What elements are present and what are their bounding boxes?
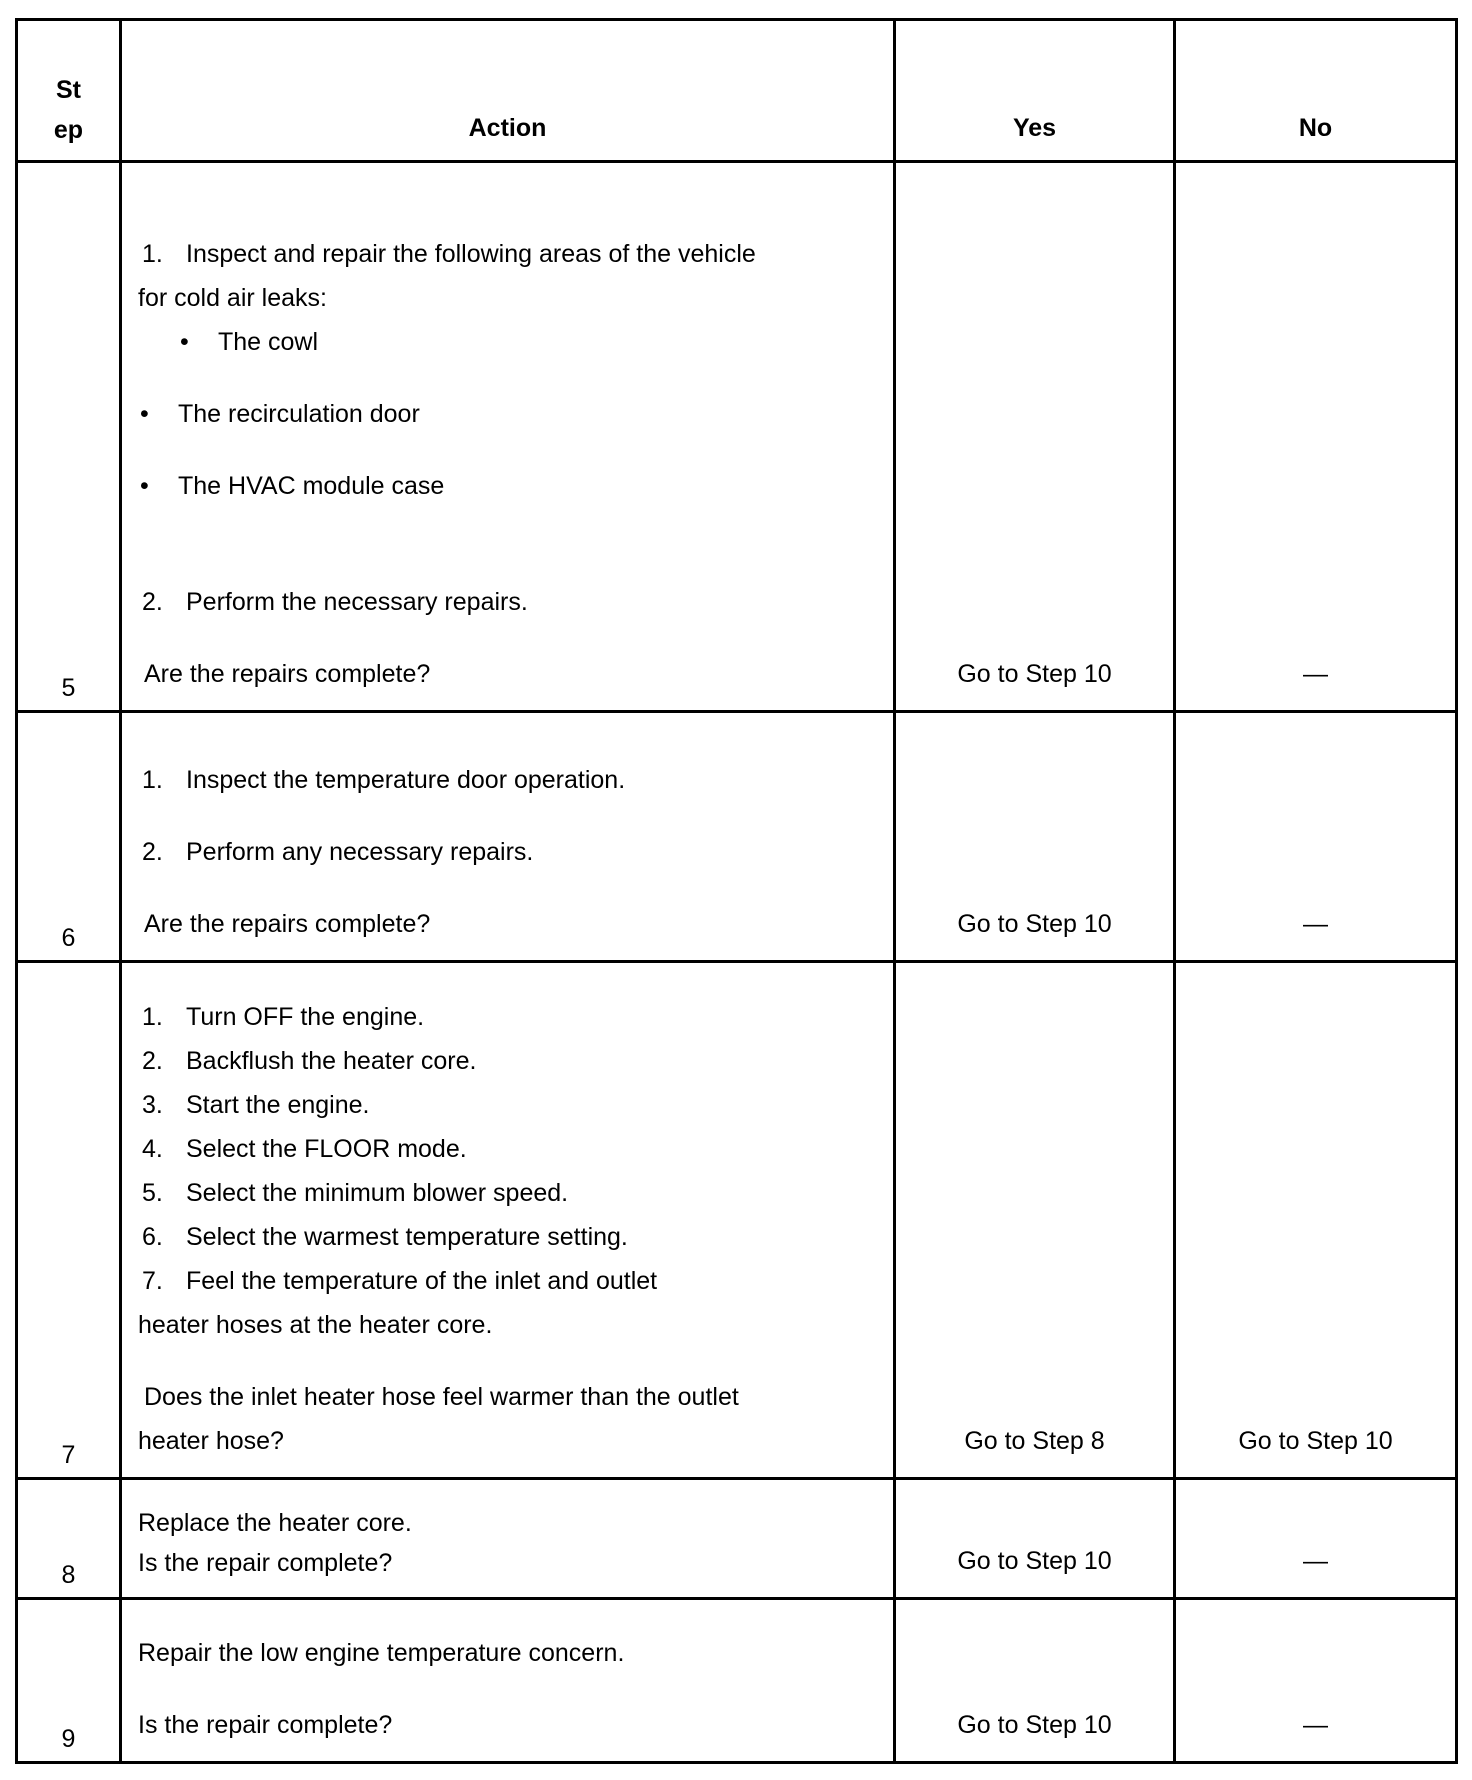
question-continued: heater hose? [138,1427,284,1455]
action-cell: Repair the low engine temperature concern. Is the repair complete? [121,1599,895,1763]
action-cell: 1. Turn OFF the engine. 2. Backflush the heater core. 3. Start the engine. 4. Select the FLOOR mode. 5. Select the minimum blower speed. 6. Select the warmest temperature setting. 7. Feel the temperature of the inlet and outlet heater hoses at the heater core. Does the inlet heater hose feel warmer than the outlet heater hose? [121,962,895,1479]
no-cell: Go to Step 10 [1175,962,1457,1479]
question: Is the repair complete? [138,1549,393,1577]
question: Does the inlet heater hose feel warmer than the outlet [144,1383,739,1411]
step-number: 7 [17,962,121,1479]
action-column-header: Action [121,20,895,162]
yes-cell: Go to Step 10 [895,162,1175,712]
table-row-step-6 [17,712,1457,962]
no-cell: — [1175,1599,1457,1763]
yes-cell: Go to Step 10 [895,712,1175,962]
question: Are the repairs complete? [144,660,431,688]
table-row-step-5 [17,162,1457,712]
table-row-step-8 [17,1479,1457,1599]
no-cell: — [1175,162,1457,712]
action-cell: Replace the heater core. Is the repair complete? [121,1479,895,1599]
table-row-step-7 [17,962,1457,1479]
question: Are the repairs complete? [144,910,431,938]
yes-column-header: Yes [895,20,1175,162]
action-cell: 1. Inspect and repair the following areas of the vehicle for cold air leaks: • The cowl • The recirculation door • The HVAC module case 2. Perform the necessary repairs. Are the repairs complete? [121,162,895,712]
step-number: 9 [17,1599,121,1763]
step-number: 5 [17,162,121,712]
no-cell: — [1175,1479,1457,1599]
header-row [17,20,1457,162]
action-cell: 1. Inspect the temperature door operation. 2. Perform any necessary repairs. Are the repairs complete? [121,712,895,962]
yes-cell: Go to Step 10 [895,1479,1175,1599]
step-number: 8 [17,1479,121,1599]
no-cell: — [1175,712,1457,962]
yes-cell: Go to Step 10 [895,1599,1175,1763]
question: Is the repair complete? [138,1711,393,1739]
table-row-step-9 [17,1599,1457,1763]
yes-cell: Go to Step 8 [895,962,1175,1479]
step-number: 6 [17,712,121,962]
step-column-header: St ep [17,20,121,162]
no-column-header: No [1175,20,1457,162]
diagnostic-table [15,18,1458,1764]
